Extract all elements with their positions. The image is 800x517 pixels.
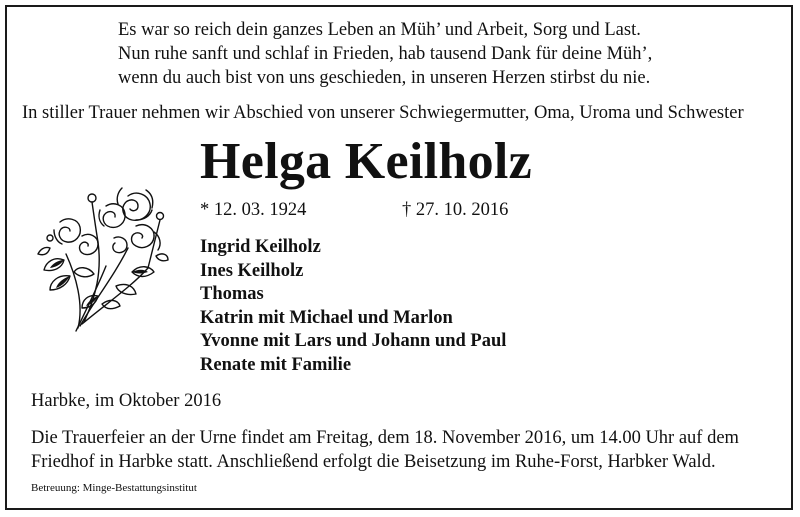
mourner-name: Katrin mit Michael und Marlon bbox=[200, 307, 453, 328]
mourner-name: Thomas bbox=[200, 284, 264, 304]
flower-bouquet-icon bbox=[36, 176, 170, 334]
ceremony-info bbox=[31, 426, 739, 474]
mourners-list bbox=[200, 236, 506, 377]
intro-text: In stiller Trauer nehmen wir Abschied von unserer Schwiegermutter, Oma, Uroma und Schwester bbox=[22, 103, 744, 123]
ceremony-line: Friedhof in Harbke statt. Anschließend erfolgt die Beisetzung im Ruhe-Forst, Harbker Wald. bbox=[31, 452, 716, 472]
poem-line: wenn du auch bist von uns geschieden, in unseren Herzen stirbst du nie. bbox=[118, 68, 651, 88]
birth-date: * 12. 03. 1924 bbox=[200, 200, 307, 220]
mourner-name: Yvonne mit Lars und Johann und Paul bbox=[200, 331, 507, 351]
ceremony-line: Die Trauerfeier an der Urne findet am Freitag, dem 18. November 2016, um 14.00 Uhr auf dem bbox=[31, 428, 739, 448]
poem-line: Nun ruhe sanft und schlaf in Frieden, hab tausend Dank für deine Müh’, bbox=[118, 44, 653, 64]
place-date: Harbke, im Oktober 2016 bbox=[31, 391, 222, 411]
mourner-name: Ines Keilholz bbox=[200, 260, 304, 281]
poem-line: Es war so reich dein ganzes Leben an Müh’ und Arbeit, Sorg und Last. bbox=[118, 20, 641, 40]
poem bbox=[118, 18, 652, 90]
death-date: † 27. 10. 2016 bbox=[402, 200, 509, 220]
mourner-name: Renate mit Familie bbox=[200, 354, 352, 375]
mourner-name: Ingrid Keilholz bbox=[200, 237, 321, 257]
undertaker-credit: Betreuung: Minge-Bestattungsinstitut bbox=[31, 482, 197, 494]
deceased-name: Helga Keilholz bbox=[200, 133, 533, 190]
